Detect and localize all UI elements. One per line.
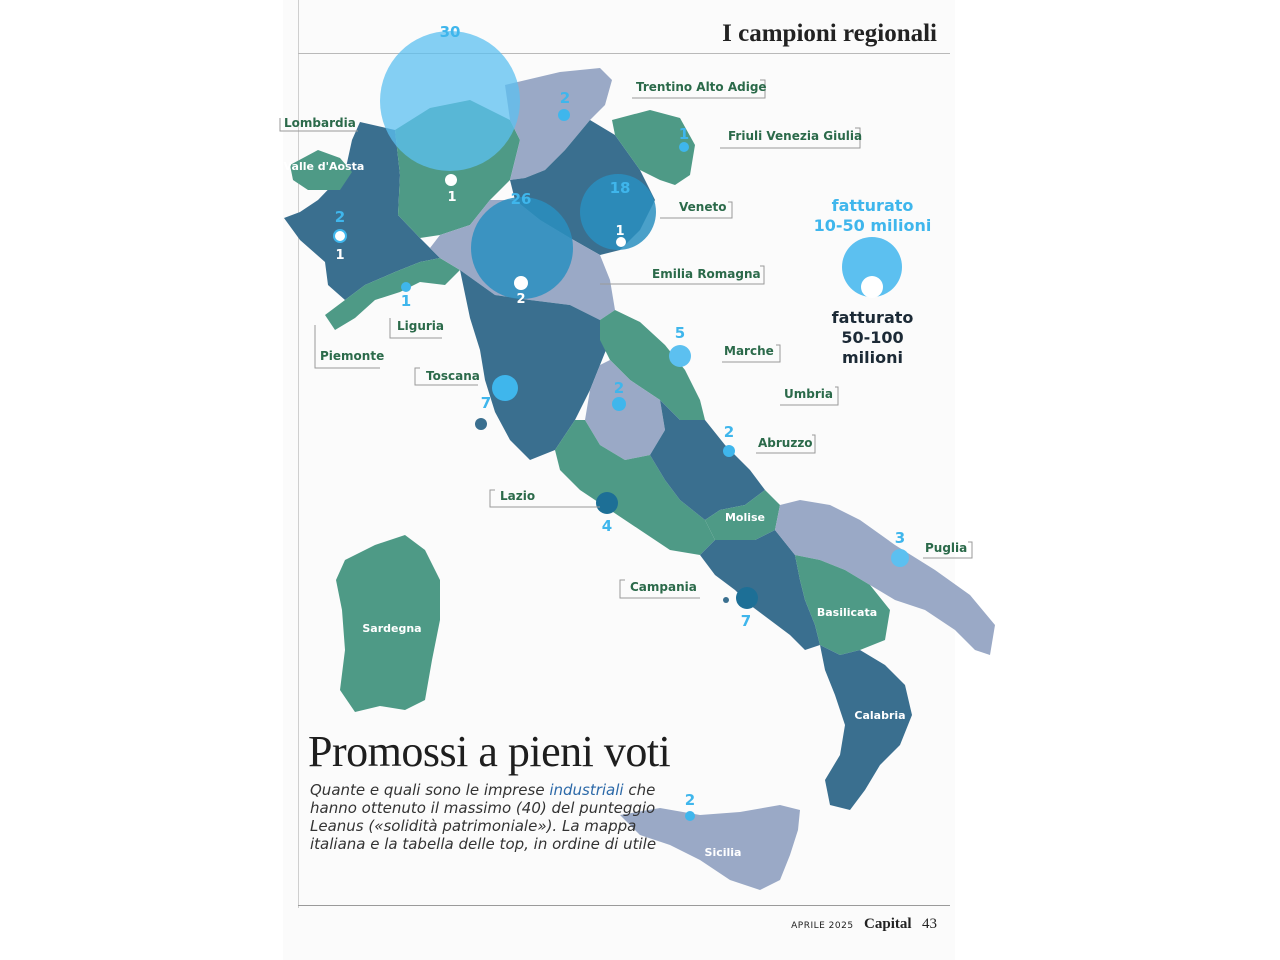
bubble-lombardia-10-50 — [380, 31, 520, 171]
dot-emilia-50-100 — [514, 276, 528, 290]
label-lombardia: Lombardia — [284, 116, 356, 130]
issue-date: APRILE 2025 — [791, 921, 854, 931]
label-sardegna: Sardegna — [362, 622, 422, 635]
count-veneto-50: 1 — [615, 224, 625, 239]
label-molise: Molise — [724, 511, 766, 524]
count-umbria: 2 — [613, 379, 625, 397]
count-lombardia: 30 — [439, 23, 461, 41]
count-lombardia-50: 1 — [447, 190, 457, 205]
label-valle-daosta: Valle d'Aosta — [283, 160, 365, 173]
label-emilia-romagna: Emilia Romagna — [652, 267, 761, 281]
count-lazio: 4 — [601, 517, 613, 535]
label-sicilia: Sicilia — [704, 846, 742, 859]
legend-bubble-space — [810, 236, 935, 308]
bubble-abruzzo — [723, 445, 735, 457]
label-campania: Campania — [630, 580, 697, 594]
page-number: 43 — [922, 916, 937, 932]
bubble-umbria — [612, 397, 626, 411]
section-title: I campioni regionali — [722, 20, 937, 47]
bubble-lazio — [596, 492, 618, 514]
label-lazio: Lazio — [500, 489, 536, 503]
count-emilia-50: 2 — [516, 292, 526, 307]
label-calabria: Calabria — [854, 709, 906, 722]
dek-text-2: che hanno ottenuto il massimo (40) del punteggio Leanus («solidità patrimoniale»). La mappa italiana e la tabella delle top, in ordine di utile — [310, 781, 657, 853]
count-piemonte: 2 — [334, 208, 346, 226]
label-trentino: Trentino Alto Adige — [636, 80, 767, 94]
bubble-campania — [736, 587, 758, 609]
legend-blue-line1: fatturato — [831, 196, 914, 215]
island-elba — [475, 418, 487, 430]
bubble-friuli — [679, 142, 689, 152]
legend-blue-line2: 10-50 milioni — [813, 216, 932, 235]
bubble-liguria — [401, 282, 411, 292]
bubble-toscana — [492, 375, 518, 401]
label-marche: Marche — [724, 344, 774, 358]
bubble-puglia — [891, 549, 909, 567]
dot-piemonte-50-100 — [335, 231, 345, 241]
count-piemonte-50: 1 — [335, 248, 345, 263]
bubble-marche — [669, 345, 691, 367]
count-puglia: 3 — [894, 529, 906, 547]
bubble-trentino — [558, 109, 570, 121]
legend-white-line2: 50-100 milioni — [841, 328, 904, 367]
label-toscana: Toscana — [426, 369, 480, 383]
count-friuli: 1 — [678, 125, 690, 143]
count-liguria: 1 — [400, 292, 412, 310]
count-toscana: 7 — [480, 394, 492, 412]
label-basilicata: Basilicata — [816, 606, 878, 619]
label-friuli: Friuli Venezia Giulia — [728, 129, 863, 143]
dek-text-1: Quante e quali sono le imprese — [310, 781, 550, 799]
count-marche: 5 — [674, 324, 686, 342]
map-legend — [810, 196, 935, 368]
article-dek — [310, 781, 670, 853]
legend-white-line1: fatturato — [831, 308, 914, 327]
label-veneto: Veneto — [679, 200, 727, 214]
article-headline: Promossi a pieni voti — [308, 727, 671, 776]
count-abruzzo: 2 — [723, 423, 735, 441]
label-liguria: Liguria — [397, 319, 445, 333]
count-sicilia: 2 — [684, 791, 696, 809]
page-footer — [791, 915, 937, 933]
count-veneto: 18 — [609, 179, 631, 197]
island-capri — [723, 597, 729, 603]
label-piemonte: Piemonte — [320, 349, 385, 363]
count-emilia: 26 — [510, 190, 532, 208]
region-calabria — [820, 645, 912, 810]
dek-accent: industriali — [549, 781, 624, 799]
label-umbria: Umbria — [784, 387, 833, 401]
count-campania: 7 — [740, 612, 752, 630]
label-abruzzo: Abruzzo — [758, 436, 813, 450]
magazine-name: Capital — [864, 916, 912, 932]
bubble-sicilia — [685, 811, 695, 821]
label-puglia: Puglia — [925, 541, 968, 555]
dot-lombardia-50-100 — [445, 174, 457, 186]
count-trentino: 2 — [559, 89, 571, 107]
